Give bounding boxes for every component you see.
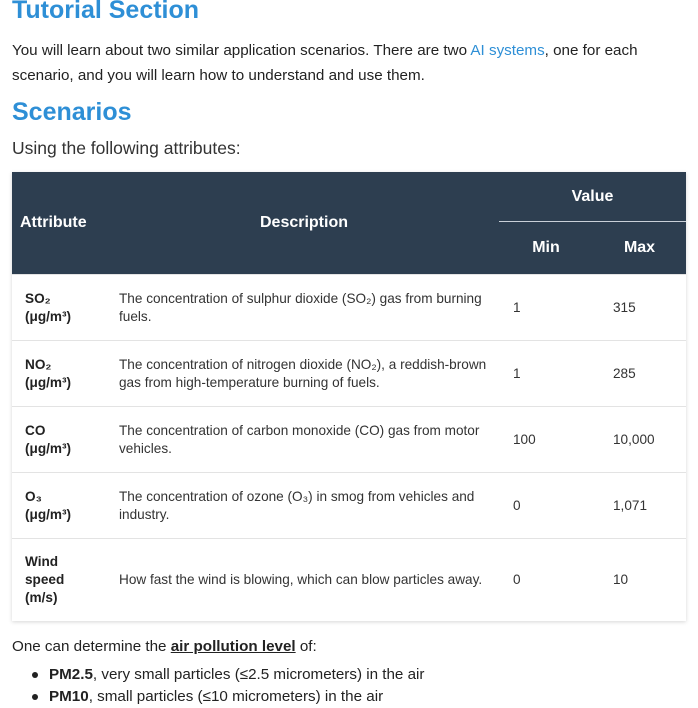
tutorial-title: Tutorial Section — [12, 0, 200, 24]
header-value-divider — [499, 221, 686, 222]
header-value-label: Value — [571, 188, 614, 205]
attribute-name: Wind — [25, 553, 59, 569]
pollutant-list — [12, 664, 424, 708]
scenarios-lead: Using the following attributes: — [12, 138, 241, 158]
header-min: Min — [499, 222, 593, 275]
table-row — [12, 539, 686, 621]
scenarios-title: Scenarios — [12, 98, 132, 126]
intro-paragraph — [12, 38, 672, 88]
attribute-name-cont: speed — [25, 571, 65, 587]
ai-systems-link[interactable]: AI systems — [470, 42, 545, 59]
attribute-cell — [12, 341, 109, 407]
max-cell: 285 — [593, 341, 686, 407]
description-cell: The concentration of nitrogen dioxide (NO₂), a reddish-brown gas from high-temperature burning of fuels. — [109, 341, 499, 407]
header-description: Description — [109, 172, 499, 275]
bullet-icon — [32, 672, 38, 678]
table-row — [12, 275, 686, 341]
max-cell: 10 — [593, 539, 686, 621]
description-cell: The concentration of ozone (O₃) in smog from vehicles and industry. — [109, 473, 499, 539]
min-cell: 1 — [499, 341, 593, 407]
max-cell: 10,000 — [593, 407, 686, 473]
attributes-table — [12, 172, 686, 621]
pollutant-description: , very small particles (≤2.5 micrometers) in the air — [92, 666, 425, 683]
attribute-name: NO₂ — [25, 356, 52, 372]
table-row — [12, 341, 686, 407]
attribute-unit: (μg/m³) — [25, 374, 72, 390]
attribute-cell — [12, 539, 109, 621]
attribute-unit: (m/s) — [25, 589, 58, 605]
min-cell: 0 — [499, 539, 593, 621]
pollutant-name: PM10 — [49, 688, 89, 705]
min-cell: 1 — [499, 275, 593, 341]
pollutant-name: PM2.5 — [49, 666, 93, 683]
table-row — [12, 473, 686, 539]
pollution-text-end: of: — [295, 638, 317, 655]
attribute-cell — [12, 275, 109, 341]
intro-text-end: , one for each scenario, and you will learn how to understand and use them. — [12, 42, 638, 84]
attribute-unit: (μg/m³) — [25, 308, 72, 324]
intro-text-start: You will learn about two similar application scenarios. There are two — [12, 42, 471, 59]
list-item — [12, 664, 424, 686]
attribute-unit: (μg/m³) — [25, 506, 72, 522]
header-max: Max — [593, 222, 686, 275]
attribute-name: SO₂ — [25, 290, 51, 306]
header-attribute: Attribute — [12, 172, 109, 275]
header-value — [499, 172, 686, 222]
description-cell: The concentration of sulphur dioxide (SO₂) gas from burning fuels. — [109, 275, 499, 341]
attribute-unit: (μg/m³) — [25, 440, 72, 456]
bullet-icon — [32, 694, 38, 700]
attribute-cell — [12, 407, 109, 473]
table-row — [12, 407, 686, 473]
air-pollution-level-term: air pollution level — [170, 638, 296, 655]
min-cell: 100 — [499, 407, 593, 473]
min-cell: 0 — [499, 473, 593, 539]
attribute-name: CO — [25, 422, 46, 438]
pollution-text-start: One can determine the — [12, 638, 171, 655]
max-cell: 1,071 — [593, 473, 686, 539]
pollution-intro — [12, 635, 317, 659]
pollutant-description: , small particles (≤10 micrometers) in the air — [88, 688, 384, 705]
max-cell: 315 — [593, 275, 686, 341]
description-cell: How fast the wind is blowing, which can blow particles away. — [109, 539, 499, 621]
attribute-cell — [12, 473, 109, 539]
description-cell: The concentration of carbon monoxide (CO) gas from motor vehicles. — [109, 407, 499, 473]
list-item — [12, 686, 424, 708]
attribute-name: O₃ — [25, 488, 42, 504]
